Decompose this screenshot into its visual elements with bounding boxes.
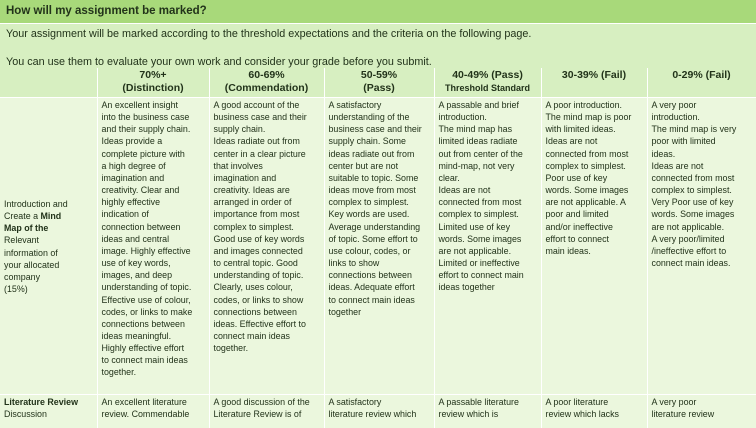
cell-text-line: literature review which xyxy=(329,408,431,420)
cell-text-line: A satisfactory xyxy=(329,99,431,111)
cell-text-line: A poor literature xyxy=(546,396,644,408)
cell-text-line: ideas radiate out from xyxy=(329,148,431,160)
cell-text-line: Key words are used. xyxy=(329,208,431,220)
cell-text-line: /ineffective effort to xyxy=(652,245,753,257)
cell-text-line: Literature Review is of xyxy=(214,408,321,420)
cell-text-line: effort to connect main xyxy=(439,269,538,281)
cell-text-line: imagination and xyxy=(214,172,321,184)
cell-text-line: A very poor xyxy=(652,99,753,111)
header-row xyxy=(0,68,756,98)
cell-text-line: limited ideas radiate xyxy=(439,135,538,147)
rubric-row-literature-review xyxy=(0,395,756,428)
cell-text-line: ideas and central xyxy=(102,233,206,245)
cell-fail-30 xyxy=(541,98,647,395)
cell-text-line: to central topic. Good xyxy=(214,257,321,269)
cell-text-line: connections between xyxy=(102,318,206,330)
cell-text-line: connect main ideas. xyxy=(652,257,753,269)
cell-text-line: and/or ineffective xyxy=(546,221,644,233)
cell-text-line: ideas meaningful. xyxy=(102,330,206,342)
criterion-literature-review: Literature Review Discussion xyxy=(0,395,97,428)
cell-text-line: codes, or links to show xyxy=(214,294,321,306)
cell-text-line: business case and their xyxy=(329,123,431,135)
cell-commendation xyxy=(209,395,324,428)
cell-text-line: Poor use of key xyxy=(546,172,644,184)
cell-text-line: ideas. Effective effort to xyxy=(214,318,321,330)
cell-text-line: connections between xyxy=(214,306,321,318)
cell-text-line: arranged in order of xyxy=(214,196,321,208)
cell-threshold xyxy=(434,98,541,395)
cell-distinction xyxy=(97,98,209,395)
cell-fail-30 xyxy=(541,395,647,428)
cell-text-line: The mind map is very xyxy=(652,123,753,135)
cell-text-line: importance from most xyxy=(214,208,321,220)
cell-text-line: A very poor xyxy=(652,396,753,408)
cell-text-line: Ideas are not xyxy=(546,135,644,147)
rubric-table xyxy=(0,68,756,428)
cell-text-line: Clearly, uses colour, xyxy=(214,281,321,293)
cell-text-line: The mind map has xyxy=(439,123,538,135)
cell-fail-0 xyxy=(647,98,756,395)
cell-text-line: Ideas are not xyxy=(652,160,753,172)
cell-text-line: that involves xyxy=(214,160,321,172)
criterion-mind-map: Introduction and Create a Mind Map of the Relevant information of your allocated company (15%) xyxy=(0,98,97,395)
header-fail-0: 0-29% (Fail) xyxy=(647,68,756,98)
cell-text-line: Good use of key words xyxy=(214,233,321,245)
cell-text-line: connected from most xyxy=(546,148,644,160)
cell-fail-0 xyxy=(647,395,756,428)
cell-text-line: effort to connect xyxy=(546,233,644,245)
cell-text-line: to connect main ideas xyxy=(102,354,206,366)
cell-text-line: An excellent insight xyxy=(102,99,206,111)
cell-text-line: creativity. Clear and xyxy=(102,184,206,196)
cell-pass xyxy=(324,395,434,428)
intro-panel xyxy=(0,24,756,68)
cell-text-line: ideas together xyxy=(439,281,538,293)
cell-text-line: complex to simplest. xyxy=(214,221,321,233)
cell-text-line: introduction. xyxy=(652,111,753,123)
header-fail-30: 30-39% (Fail) xyxy=(541,68,647,98)
cell-text-line: suitable to topic. Some xyxy=(329,172,431,184)
cell-text-line: review which is xyxy=(439,408,538,420)
cell-pass xyxy=(324,98,434,395)
cell-text-line: and their supply chain. xyxy=(102,123,206,135)
cell-text-line: images, and deep xyxy=(102,269,206,281)
cell-text-line: highly effective xyxy=(102,196,206,208)
cell-distinction xyxy=(97,395,209,428)
cell-threshold xyxy=(434,395,541,428)
cell-text-line: poor with limited xyxy=(652,135,753,147)
cell-text-line: of topic. Some effort to xyxy=(329,233,431,245)
cell-text-line: connection between xyxy=(102,221,206,233)
cell-text-line: review. Commendable xyxy=(102,408,206,420)
cell-commendation xyxy=(209,98,324,395)
cell-text-line: together. xyxy=(214,342,321,354)
cell-text-line: use of key words, xyxy=(102,257,206,269)
cell-text-line: are not applicable. xyxy=(652,221,753,233)
intro-line-2: You can use them to evaluate your own work and consider your grade before you submit. xyxy=(6,55,750,69)
cell-text-line: understanding of topic. xyxy=(102,281,206,293)
cell-text-line: imagination and xyxy=(102,172,206,184)
cell-text-line: connected from most xyxy=(652,172,753,184)
cell-text-line: image. Highly effective xyxy=(102,245,206,257)
cell-text-line: understanding of the xyxy=(329,111,431,123)
cell-text-line: main ideas. xyxy=(546,245,644,257)
cell-text-line: center in a clear picture xyxy=(214,148,321,160)
cell-text-line: clear. xyxy=(439,172,538,184)
cell-text-line: complex to simplest. xyxy=(652,184,753,196)
cell-text-line: Average understanding xyxy=(329,221,431,233)
cell-text-line: and images connected xyxy=(214,245,321,257)
cell-text-line: into the business case xyxy=(102,111,206,123)
cell-text-line: supply chain. Some xyxy=(329,135,431,147)
cell-text-line: together xyxy=(329,306,431,318)
cell-text-line: ideas. Adequate effort xyxy=(329,281,431,293)
cell-text-line: are not applicable. xyxy=(439,245,538,257)
cell-text-line: to connect main ideas xyxy=(329,294,431,306)
cell-text-line: words. Some images xyxy=(546,184,644,196)
cell-text-line: mind-map, not very xyxy=(439,160,538,172)
cell-text-line: Ideas provide a xyxy=(102,135,206,147)
cell-text-line: use colour, codes, or xyxy=(329,245,431,257)
cell-text-line: complex to simplest. xyxy=(329,196,431,208)
cell-text-line: supply chain. xyxy=(214,123,321,135)
cell-text-line: ideas. xyxy=(652,148,753,160)
cell-text-line: complete picture with xyxy=(102,148,206,160)
cell-text-line: A satisfactory xyxy=(329,396,431,408)
cell-text-line: A good account of the xyxy=(214,99,321,111)
cell-text-line: are not applicable. A xyxy=(546,196,644,208)
cell-text-line: Highly effective effort xyxy=(102,342,206,354)
cell-text-line: creativity. Ideas are xyxy=(214,184,321,196)
cell-text-line: words. Some images xyxy=(652,208,753,220)
cell-text-line: Very Poor use of key xyxy=(652,196,753,208)
cell-text-line: A passable and brief xyxy=(439,99,538,111)
cell-text-line: Limited use of key xyxy=(439,221,538,233)
page-title: How will my assignment be marked? xyxy=(0,0,756,24)
criterion-header xyxy=(0,68,97,98)
cell-text-line: connected from most xyxy=(439,196,538,208)
cell-text-line: Ideas radiate out from xyxy=(214,135,321,147)
header-distinction: 70%+ (Distinction) xyxy=(97,68,209,98)
cell-text-line: links to show xyxy=(329,257,431,269)
cell-text-line: literature review xyxy=(652,408,753,420)
cell-text-line: connect main ideas xyxy=(214,330,321,342)
cell-text-line: words. Some images xyxy=(439,233,538,245)
cell-text-line: An excellent literature xyxy=(102,396,206,408)
cell-text-line: a high degree of xyxy=(102,160,206,172)
cell-text-line: connections between xyxy=(329,269,431,281)
cell-text-line: Limited or ineffective xyxy=(439,257,538,269)
cell-text-line: business case and their xyxy=(214,111,321,123)
cell-text-line: A passable literature xyxy=(439,396,538,408)
cell-text-line: Effective use of colour, xyxy=(102,294,206,306)
header-pass: 50-59% (Pass) xyxy=(324,68,434,98)
cell-text-line: The mind map is poor xyxy=(546,111,644,123)
cell-text-line: poor and limited xyxy=(546,208,644,220)
cell-text-line: complex to simplest. xyxy=(546,160,644,172)
cell-text-line: understanding of topic. xyxy=(214,269,321,281)
cell-text-line: with limited ideas. xyxy=(546,123,644,135)
cell-text-line: center but are not xyxy=(329,160,431,172)
cell-text-line: A good discussion of the xyxy=(214,396,321,408)
rubric-row-mind-map xyxy=(0,98,756,395)
header-commendation: 60-69% (Commendation) xyxy=(209,68,324,98)
cell-text-line: A poor introduction. xyxy=(546,99,644,111)
cell-text-line: review which lacks xyxy=(546,408,644,420)
cell-text-line: introduction. xyxy=(439,111,538,123)
cell-text-line: codes, or links to make xyxy=(102,306,206,318)
cell-text-line: out from center of the xyxy=(439,148,538,160)
cell-text-line: together. xyxy=(102,366,206,378)
header-threshold: 40-49% (Pass) Threshold Standard xyxy=(434,68,541,98)
cell-text-line: A very poor/limited xyxy=(652,233,753,245)
cell-text-line: indication of xyxy=(102,208,206,220)
intro-line-1: Your assignment will be marked according to the threshold expectations and the criteria on the following page. xyxy=(6,27,750,41)
cell-text-line: ideas move from most xyxy=(329,184,431,196)
cell-text-line: complex to simplest. xyxy=(439,208,538,220)
cell-text-line: Ideas are not xyxy=(439,184,538,196)
